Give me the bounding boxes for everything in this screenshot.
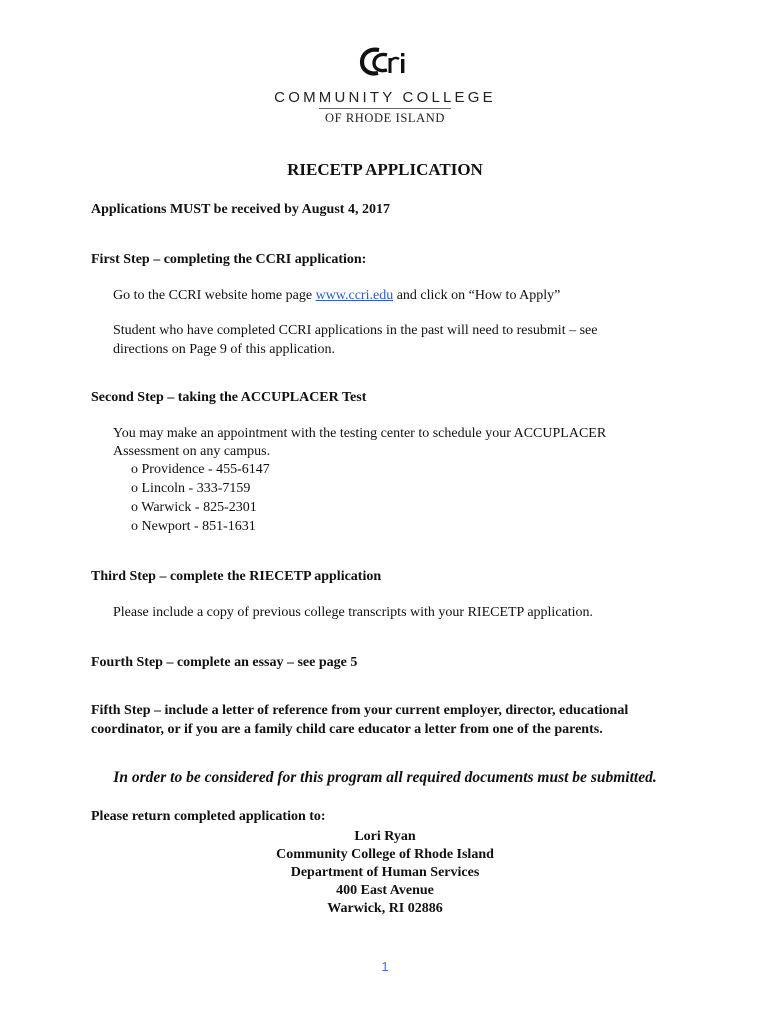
campus-item-newport: o Newport - 851-1631 [131, 519, 256, 534]
ccri-website-link[interactable]: www.ccri.edu [315, 288, 394, 303]
step1-paragraph2-line2: directions on Page 9 of this application. [113, 342, 336, 357]
step5-line2: coordinator, or if you are a family child care educator a letter from one of the parents. [91, 722, 603, 737]
campus-item-providence: o Providence - 455-6147 [131, 462, 270, 477]
step1-text-after: and click on “How to Apply” [393, 288, 561, 303]
step1-text-before: Go to the CCRI website home page [113, 288, 316, 303]
step1-paragraph2-line1: Student who have completed CCRI applications in the past will need to resubmit – see [113, 323, 598, 338]
address-street: 400 East Avenue [336, 883, 434, 898]
campus-item-warwick: o Warwick - 825-2301 [131, 500, 257, 515]
address-institution: Community College of Rhode Island [276, 847, 494, 862]
page-number: 1 [381, 959, 389, 974]
step5-line1: Fifth Step – include a letter of reference from your current employer, director, educational [91, 703, 629, 718]
address-name: Lori Ryan [354, 829, 416, 844]
step2-paragraph-line1: You may make an appointment with the testing center to schedule your ACCUPLACER [113, 426, 607, 441]
address-department: Department of Human Services [290, 865, 480, 880]
required-documents-notice: In order to be considered for this program all required documents must be submitted. [113, 769, 657, 786]
step1-heading: First Step – completing the CCRI application: [91, 252, 367, 267]
document-title: RIECETP APPLICATION [287, 160, 483, 179]
step2-heading: Second Step – taking the ACCUPLACER Test [91, 390, 367, 405]
address-city: Warwick, RI 02886 [327, 901, 443, 916]
logo-divider [319, 108, 451, 109]
step2-paragraph-line2: Assessment on any campus. [113, 444, 271, 459]
logo-text-line2: OF RHODE ISLAND [324, 111, 446, 125]
step3-paragraph: Please include a copy of previous college transcripts with your RIECETP application. [113, 605, 594, 620]
ccri-logo [0, 44, 770, 78]
campus-item-lincoln: o Lincoln - 333-7159 [131, 481, 251, 496]
logo-text-line1: COMMUNITY COLLEGE [274, 89, 496, 106]
return-heading: Please return completed application to: [91, 809, 326, 824]
step3-heading: Third Step – complete the RIECETP application [91, 569, 382, 584]
deadline-notice: Applications MUST be received by August 4, 2017 [91, 202, 390, 217]
step4-heading: Fourth Step – complete an essay – see page 5 [91, 655, 358, 670]
ccri-logo-mark-icon [359, 44, 411, 78]
step1-paragraph1 [113, 288, 560, 304]
